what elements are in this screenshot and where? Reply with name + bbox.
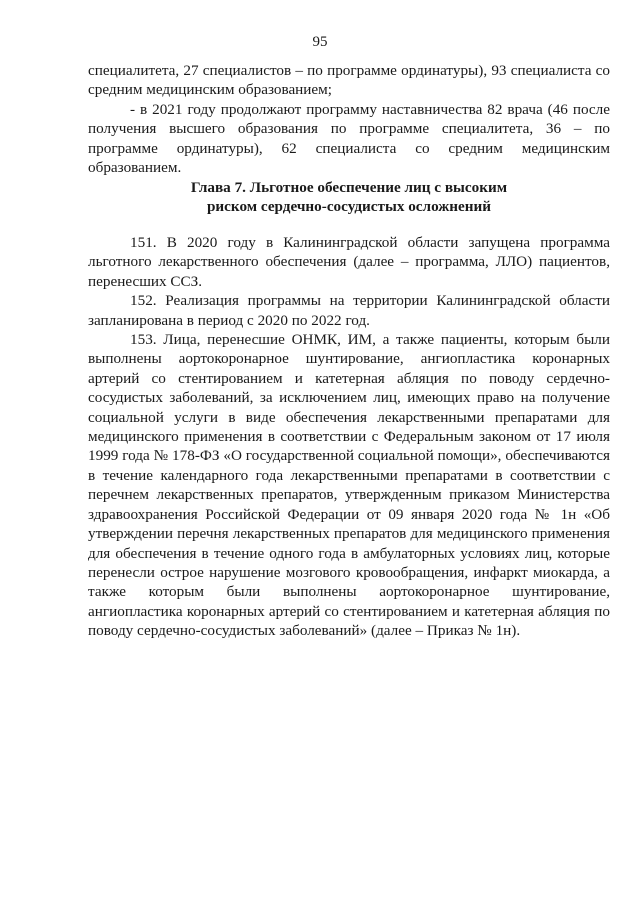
paragraph-152: 152. Реализация программы на территории Калининградской области запланирована в период с 2020 по 2022 год. <box>88 292 610 329</box>
paragraph-153: 153. Лица, перенесшие ОНМК, ИМ, а также пациенты, которым были выполнены аортокоронарное шунтирование, ангиопластика коронарных артерий со стентированием и катетерная абляция по поводу сердечно-сосудистых заболеваний, за исключением лиц, имеющих право на получение социальной услуги в виде обеспечения лекарственными препаратами для медицинского применения в соответствии с Федеральным законом от 17 июля 1999 года № 178-ФЗ «О государственной социальной помощи», обеспечиваются в течение календарного года лекарственными препаратами в соответствии с перечнем лекарственных препаратов, утвержденным приказом Министерства здравоохранения Российской Федерации от 09 января 2020 года № 1н «Об утверждении перечня лекарственных препаратов для медицинского применения для обеспечения в течение одного года в амбулаторных условиях лиц, которые перенесли острое нарушение мозгового кровообращения, инфаркт миокарда, а также которым были выполнены аортокоронарное шунтирование, ангиопластика коронарных артерий со стентированием и катетерная абляция по поводу сердечно-сосудистых заболеваний» (далее – Приказ № 1н). <box>88 331 610 640</box>
intro-paragraph-mentorship: - в 2021 году продолжают программу наставничества 82 врача (46 после получения высшего образования по программе специалитета, 36 – по программе ординатуры), 62 специалиста со средним медицинским образованием. <box>88 100 610 177</box>
paragraph-151: 151. В 2020 году в Калининградской области запущена программа льготного лекарственного обеспечения (далее – программа, ЛЛО) пациентов, перенесших ССЗ. <box>88 234 610 290</box>
page-number: 95 <box>312 34 328 50</box>
chapter-title <box>88 178 610 217</box>
chapter-title-line-1: Глава 7. Льготное обеспечение лиц с высоким <box>190 179 508 196</box>
chapter-body <box>88 233 610 641</box>
chapter-title-line-2: риском сердечно-сосудистых осложнений <box>206 198 492 216</box>
intro-paragraph-continuation: специалитета, 27 специалистов – по программе ординатуры), 93 специалиста со средним медицинским образованием; <box>88 62 610 99</box>
intro-section <box>88 61 610 177</box>
